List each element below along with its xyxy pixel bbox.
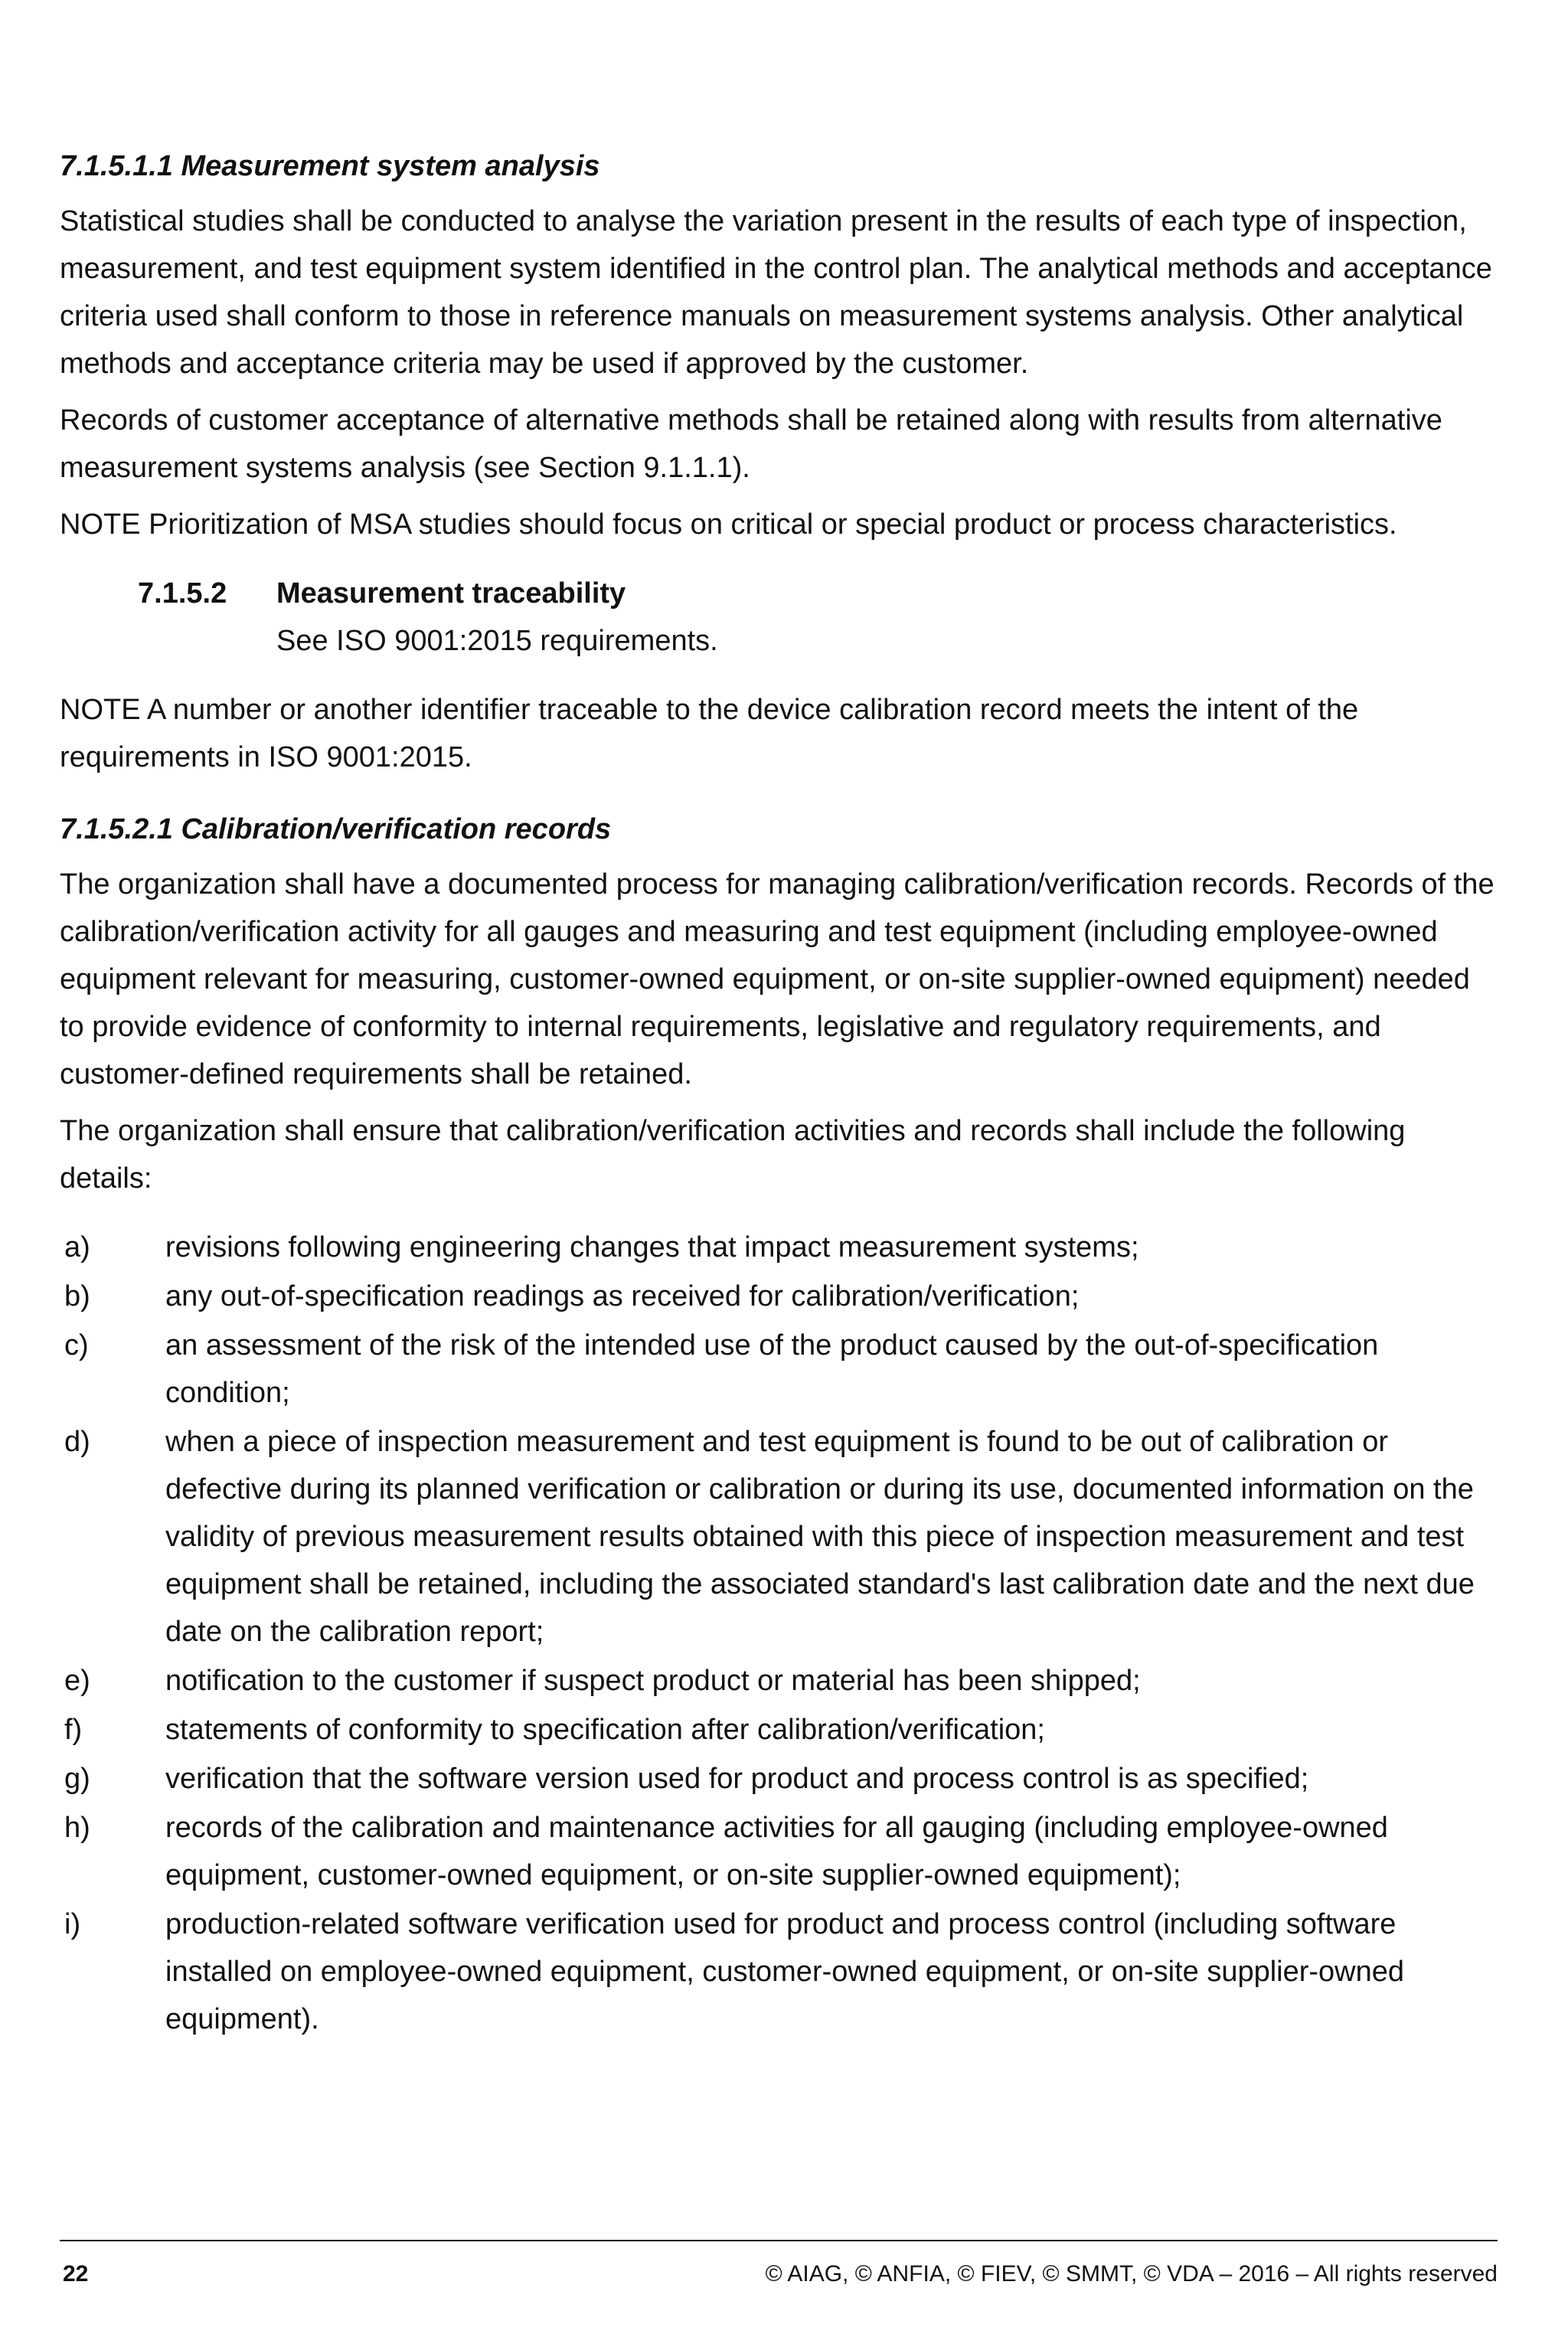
list-item-text: any out-of-specification readings as received for calibration/verification;: [165, 1280, 1080, 1312]
note-paragraph: NOTE Prioritization of MSA studies should focus on critical or special product or process characteristics.: [60, 508, 1397, 541]
list-item-text: when a piece of inspection measurement and test equipment is found to be out of calibration or defective during its planned verification or calibration or during its use, documented information on the validity of previous measurement results obtained with this piece of inspection measurement and test equipment shall be retained, including the associated standard's last calibration date and the next due date on the calibration report;: [165, 1426, 1475, 1648]
page-content: [60, 142, 1499, 2045]
section-title: Measurement traceability: [276, 577, 626, 610]
list-item: [60, 1755, 1499, 1803]
paragraph: The organization shall have a documented process for managing calibration/verification records. Records of the calibration/verification activity for all gauges and measuring and test equipment (including employee-owned equipment relevant for measuring, customer-owned equipment, or on-site supplier-owned equipment) needed to provide evidence of conformity to internal requirements, legislative and regulatory requirements, and customer-defined requirements shall be retained.: [60, 868, 1494, 1090]
list-item: [60, 1224, 1499, 1271]
list-item-text: statements of conformity to specification after calibration/verification;: [165, 1714, 1045, 1746]
list-item: [60, 1901, 1499, 2043]
list-item: [60, 1273, 1499, 1320]
list-item-text: verification that the software version used for product and process control is as specified;: [165, 1763, 1309, 1795]
page-number: 22: [63, 2261, 89, 2287]
list-marker: f): [64, 1714, 83, 1746]
list-marker: c): [64, 1329, 89, 1361]
paragraph: The organization shall ensure that calibration/verification activities and records shall include the following details:: [60, 1115, 1406, 1195]
list-item-text: notification to the customer if suspect product or material has been shipped;: [165, 1665, 1141, 1697]
list-item: [60, 1657, 1499, 1705]
list-marker: e): [64, 1665, 90, 1697]
section-heading-7-1-5-1-1: 7.1.5.1.1 Measurement system analysis: [60, 150, 600, 182]
section-body: See ISO 9001:2015 requirements.: [276, 625, 718, 657]
list-item-text: records of the calibration and maintenance activities for all gauging (including employee-owned equipment, customer-owned equipment, or on-site supplier-owned equipment);: [165, 1812, 1388, 1891]
list-item: [60, 1418, 1499, 1656]
list-marker: d): [64, 1426, 90, 1458]
section-number: 7.1.5.2: [138, 577, 227, 610]
list-marker: h): [64, 1812, 90, 1844]
list-item: [60, 1706, 1499, 1754]
list-item: [60, 1804, 1499, 1899]
footer-divider: [60, 2240, 1498, 2241]
list-marker: b): [64, 1280, 90, 1312]
section-heading-7-1-5-2-1: 7.1.5.2.1 Calibration/verification records: [60, 813, 612, 845]
note-paragraph: NOTE A number or another identifier traceable to the device calibration record meets the intent of the requirements in ISO 9001:2015.: [60, 694, 1359, 773]
requirements-list: [60, 1224, 1499, 2043]
list-item-text: an assessment of the risk of the intended use of the product caused by the out-of-specification condition;: [165, 1329, 1379, 1409]
list-item: [60, 1322, 1499, 1417]
section-heading-7-1-5-2: [138, 570, 1499, 617]
list-marker: a): [64, 1231, 90, 1263]
copyright-notice: © AIAG, © ANFIA, © FIEV, © SMMT, © VDA – 2016 – All rights reserved: [765, 2261, 1498, 2287]
list-item-text: production-related software verification used for product and process control (including software installed on employee-owned equipment, customer-owned equipment, or on-site supplier-owned equipment).: [165, 1908, 1405, 2035]
page-footer: [60, 2255, 1498, 2293]
paragraph: Statistical studies shall be conducted to analyse the variation present in the results of each type of inspection, measurement, and test equipment system identified in the control plan. The analytical methods and acceptance criteria used shall conform to those in reference manuals on measurement systems analysis. Other analytical methods and acceptance criteria may be used if approved by the customer.: [60, 205, 1492, 380]
list-marker: i): [64, 1908, 81, 1940]
list-item-text: revisions following engineering changes that impact measurement systems;: [165, 1231, 1139, 1263]
list-marker: g): [64, 1763, 90, 1795]
paragraph: Records of customer acceptance of alternative methods shall be retained along with results from alternative measurement systems analysis (see Section 9.1.1.1).: [60, 404, 1442, 484]
